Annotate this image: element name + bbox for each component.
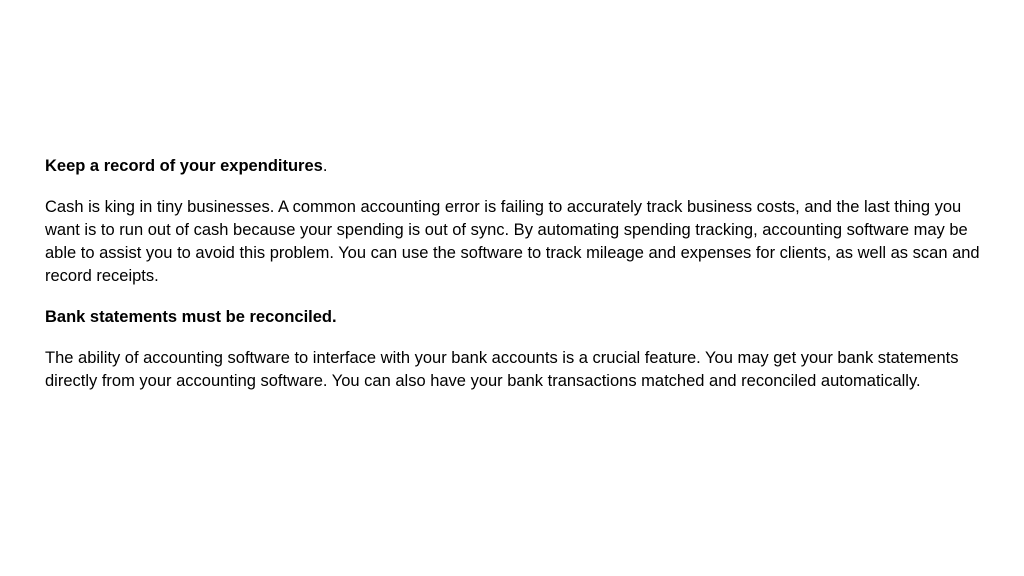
slide-content	[45, 155, 990, 411]
section-heading-period: .	[322, 157, 328, 175]
section-body-expenditures: Cash is king in tiny businesses. A common accounting error is failing to accurately track business costs, and the last thing you want is to run out of cash because your spending is out of sync. By automating spending tracking, accounting software may be able to assist you to avoid this problem. You can use the software to track mileage and expenses for clients, as well as scan and record receipts.	[45, 198, 980, 285]
section-heading-expenditures	[45, 155, 990, 178]
section-heading-text: Keep a record of your expenditures	[45, 157, 323, 175]
section-body-bank-statements: The ability of accounting software to interface with your bank accounts is a crucial feature. You may get your bank statements directly from your accounting software. You can also have your bank transactions matched and reconciled automatically.	[45, 349, 959, 390]
section-heading-text: Bank statements must be reconciled.	[45, 308, 337, 326]
section-heading-bank-statements	[45, 306, 990, 329]
